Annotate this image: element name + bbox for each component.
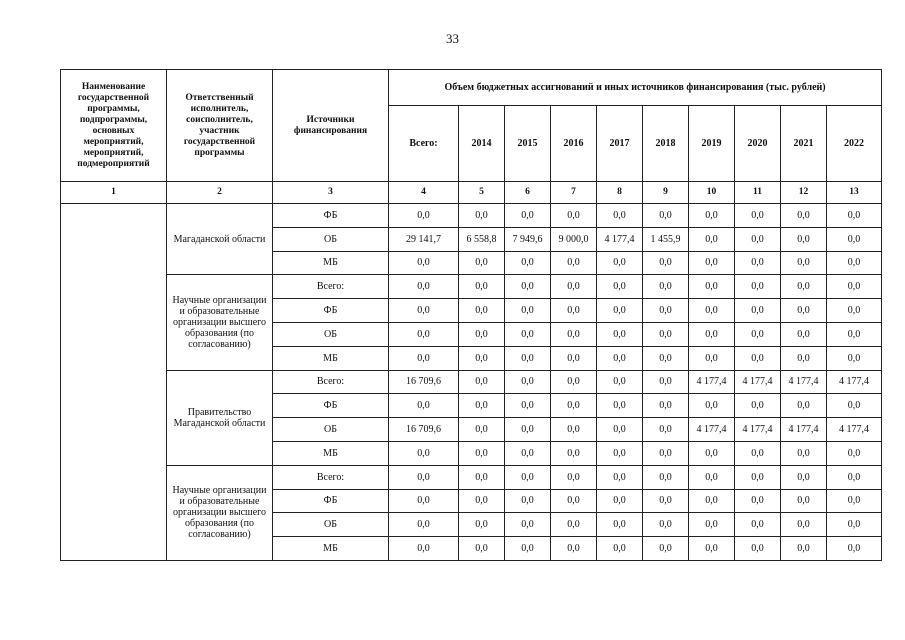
value-cell: 0,0	[827, 251, 882, 275]
value-cell: 1 455,9	[643, 227, 689, 251]
value-cell: 0,0	[597, 204, 643, 228]
value-cell: 0,0	[551, 465, 597, 489]
value-cell: 0,0	[551, 322, 597, 346]
value-cell: 0,0	[389, 465, 459, 489]
value-cell: 0,0	[597, 441, 643, 465]
table-row	[61, 465, 882, 489]
value-cell: 0,0	[597, 299, 643, 323]
value-cell: 4 177,4	[689, 418, 735, 442]
value-cell: 0,0	[827, 513, 882, 537]
value-cell: 0,0	[459, 537, 505, 561]
value-cell: 0,0	[689, 204, 735, 228]
value-cell: 4 177,4	[827, 418, 882, 442]
value-cell: 4 177,4	[735, 370, 781, 394]
column-number-6: 6	[505, 182, 551, 204]
value-cell: 0,0	[781, 441, 827, 465]
value-cell: 0,0	[389, 275, 459, 299]
value-cell: 0,0	[781, 394, 827, 418]
value-cell: 0,0	[551, 441, 597, 465]
value-cell: 0,0	[459, 204, 505, 228]
year-header-7: 2020	[735, 106, 781, 182]
value-cell: 0,0	[689, 489, 735, 513]
value-cell: 0,0	[643, 370, 689, 394]
value-cell: 0,0	[781, 204, 827, 228]
column-number-7: 7	[551, 182, 597, 204]
value-cell: 0,0	[827, 204, 882, 228]
value-cell: 0,0	[459, 418, 505, 442]
value-cell: 0,0	[689, 322, 735, 346]
value-cell: 0,0	[781, 465, 827, 489]
value-cell: 0,0	[827, 299, 882, 323]
value-cell: 0,0	[781, 513, 827, 537]
source-cell: ОБ	[273, 227, 389, 251]
value-cell: 0,0	[781, 489, 827, 513]
source-cell: МБ	[273, 346, 389, 370]
source-cell: ФБ	[273, 489, 389, 513]
year-header-9: 2022	[827, 106, 882, 182]
value-cell: 6 558,8	[459, 227, 505, 251]
value-cell: 4 177,4	[781, 370, 827, 394]
value-cell: 0,0	[505, 465, 551, 489]
value-cell: 0,0	[389, 394, 459, 418]
value-cell: 0,0	[389, 299, 459, 323]
volume-column-header: Объем бюджетных ассигнований и иных источников финансирования (тыс. рублей)	[389, 70, 882, 106]
value-cell: 0,0	[505, 204, 551, 228]
column-number-9: 9	[643, 182, 689, 204]
column-number-2: 2	[167, 182, 273, 204]
value-cell: 0,0	[597, 346, 643, 370]
value-cell: 0,0	[735, 227, 781, 251]
year-header-0: Всего:	[389, 106, 459, 182]
value-cell: 0,0	[505, 346, 551, 370]
value-cell: 0,0	[827, 441, 882, 465]
source-cell: МБ	[273, 251, 389, 275]
value-cell: 4 177,4	[827, 370, 882, 394]
value-cell: 0,0	[689, 537, 735, 561]
value-cell: 0,0	[689, 299, 735, 323]
value-cell: 0,0	[597, 513, 643, 537]
value-cell: 0,0	[389, 537, 459, 561]
value-cell: 0,0	[689, 227, 735, 251]
column-number-1: 1	[61, 182, 167, 204]
value-cell: 0,0	[781, 227, 827, 251]
value-cell: 0,0	[735, 394, 781, 418]
executor-cell: Научные организации и образовательные организации высшего образования (по согласованию)	[167, 465, 273, 560]
value-cell: 4 177,4	[781, 418, 827, 442]
value-cell: 0,0	[827, 227, 882, 251]
executor-cell: Научные организации и образовательные организации высшего образования (по согласованию)	[167, 275, 273, 370]
value-cell: 0,0	[389, 346, 459, 370]
value-cell: 0,0	[459, 370, 505, 394]
value-cell: 0,0	[551, 299, 597, 323]
value-cell: 0,0	[735, 465, 781, 489]
value-cell: 0,0	[597, 465, 643, 489]
value-cell: 0,0	[505, 275, 551, 299]
value-cell: 0,0	[551, 204, 597, 228]
value-cell: 0,0	[551, 418, 597, 442]
value-cell: 0,0	[735, 537, 781, 561]
value-cell: 0,0	[389, 204, 459, 228]
executor-cell: Магаданской области	[167, 204, 273, 275]
source-cell: ОБ	[273, 513, 389, 537]
value-cell: 0,0	[689, 441, 735, 465]
value-cell: 0,0	[551, 275, 597, 299]
source-cell: Всего:	[273, 370, 389, 394]
value-cell: 0,0	[459, 322, 505, 346]
year-header-1: 2014	[459, 106, 505, 182]
value-cell: 0,0	[505, 489, 551, 513]
table-body	[61, 204, 882, 561]
source-cell: ОБ	[273, 322, 389, 346]
value-cell: 0,0	[827, 537, 882, 561]
value-cell: 0,0	[505, 299, 551, 323]
value-cell: 0,0	[459, 299, 505, 323]
value-cell: 0,0	[735, 275, 781, 299]
value-cell: 0,0	[735, 204, 781, 228]
value-cell: 0,0	[735, 251, 781, 275]
value-cell: 0,0	[735, 489, 781, 513]
table-row	[61, 370, 882, 394]
year-header-2: 2015	[505, 106, 551, 182]
value-cell: 0,0	[781, 322, 827, 346]
value-cell: 7 949,6	[505, 227, 551, 251]
name-cell	[61, 204, 167, 561]
value-cell: 0,0	[459, 465, 505, 489]
value-cell: 0,0	[505, 370, 551, 394]
value-cell: 0,0	[689, 275, 735, 299]
executor-cell: Правительство Магаданской области	[167, 370, 273, 465]
value-cell: 0,0	[597, 251, 643, 275]
value-cell: 0,0	[735, 513, 781, 537]
value-cell: 0,0	[551, 346, 597, 370]
value-cell: 0,0	[643, 394, 689, 418]
value-cell: 4 177,4	[597, 227, 643, 251]
value-cell: 0,0	[643, 299, 689, 323]
value-cell: 0,0	[643, 489, 689, 513]
value-cell: 0,0	[505, 537, 551, 561]
value-cell: 0,0	[597, 537, 643, 561]
value-cell: 0,0	[597, 275, 643, 299]
value-cell: 0,0	[643, 204, 689, 228]
column-number-8: 8	[597, 182, 643, 204]
executor-column-header: Ответственный исполнитель, соисполнитель, участник государственной программы	[167, 70, 273, 182]
value-cell: 0,0	[735, 346, 781, 370]
column-number-10: 10	[689, 182, 735, 204]
column-number-4: 4	[389, 182, 459, 204]
value-cell: 0,0	[689, 513, 735, 537]
value-cell: 0,0	[689, 394, 735, 418]
year-header-4: 2017	[597, 106, 643, 182]
value-cell: 0,0	[781, 537, 827, 561]
source-cell: Всего:	[273, 275, 389, 299]
value-cell: 0,0	[781, 251, 827, 275]
value-cell: 0,0	[551, 370, 597, 394]
value-cell: 29 141,7	[389, 227, 459, 251]
column-number-3: 3	[273, 182, 389, 204]
value-cell: 4 177,4	[735, 418, 781, 442]
value-cell: 0,0	[827, 346, 882, 370]
source-cell: ОБ	[273, 418, 389, 442]
value-cell: 0,0	[827, 322, 882, 346]
value-cell: 16 709,6	[389, 418, 459, 442]
value-cell: 0,0	[643, 441, 689, 465]
value-cell: 0,0	[459, 441, 505, 465]
value-cell: 0,0	[459, 346, 505, 370]
value-cell: 9 000,0	[551, 227, 597, 251]
value-cell: 0,0	[505, 418, 551, 442]
source-cell: ФБ	[273, 394, 389, 418]
value-cell: 0,0	[643, 465, 689, 489]
value-cell: 0,0	[551, 513, 597, 537]
year-header-5: 2018	[643, 106, 689, 182]
value-cell: 0,0	[505, 513, 551, 537]
value-cell: 4 177,4	[689, 370, 735, 394]
value-cell: 0,0	[781, 299, 827, 323]
value-cell: 0,0	[551, 394, 597, 418]
value-cell: 0,0	[827, 465, 882, 489]
value-cell: 0,0	[459, 251, 505, 275]
value-cell: 0,0	[459, 513, 505, 537]
column-number-row	[61, 182, 882, 204]
year-header-8: 2021	[781, 106, 827, 182]
value-cell: 0,0	[735, 322, 781, 346]
table-header	[61, 70, 882, 204]
column-number-11: 11	[735, 182, 781, 204]
value-cell: 0,0	[643, 275, 689, 299]
source-cell: МБ	[273, 537, 389, 561]
value-cell: 0,0	[689, 251, 735, 275]
value-cell: 0,0	[643, 537, 689, 561]
value-cell: 0,0	[597, 322, 643, 346]
value-cell: 0,0	[459, 489, 505, 513]
value-cell: 0,0	[389, 251, 459, 275]
value-cell: 0,0	[551, 537, 597, 561]
value-cell: 0,0	[459, 394, 505, 418]
value-cell: 0,0	[389, 513, 459, 537]
value-cell: 0,0	[505, 394, 551, 418]
value-cell: 0,0	[551, 251, 597, 275]
value-cell: 0,0	[643, 251, 689, 275]
value-cell: 0,0	[643, 346, 689, 370]
value-cell: 0,0	[689, 465, 735, 489]
source-cell: Всего:	[273, 465, 389, 489]
table-row	[61, 204, 882, 228]
value-cell: 0,0	[505, 441, 551, 465]
year-header-6: 2019	[689, 106, 735, 182]
value-cell: 0,0	[643, 513, 689, 537]
table-row	[61, 275, 882, 299]
value-cell: 0,0	[827, 275, 882, 299]
value-cell: 0,0	[389, 489, 459, 513]
year-header-3: 2016	[551, 106, 597, 182]
source-cell: ФБ	[273, 299, 389, 323]
value-cell: 16 709,6	[389, 370, 459, 394]
value-cell: 0,0	[389, 322, 459, 346]
value-cell: 0,0	[505, 251, 551, 275]
value-cell: 0,0	[597, 370, 643, 394]
name-column-header: Наименование государственной программы, подпрограммы, основных мероприятий, мероприятий, подмероприятий	[61, 70, 167, 182]
value-cell: 0,0	[597, 394, 643, 418]
value-cell: 0,0	[735, 299, 781, 323]
value-cell: 0,0	[597, 418, 643, 442]
value-cell: 0,0	[505, 322, 551, 346]
source-column-header: Источники финансирования	[273, 70, 389, 182]
value-cell: 0,0	[689, 346, 735, 370]
budget-table	[60, 69, 882, 561]
column-number-12: 12	[781, 182, 827, 204]
value-cell: 0,0	[827, 394, 882, 418]
source-cell: ФБ	[273, 204, 389, 228]
column-number-5: 5	[459, 182, 505, 204]
page-number: 33	[446, 31, 459, 46]
value-cell: 0,0	[643, 418, 689, 442]
value-cell: 0,0	[389, 441, 459, 465]
value-cell: 0,0	[643, 322, 689, 346]
value-cell: 0,0	[459, 275, 505, 299]
value-cell: 0,0	[781, 275, 827, 299]
column-number-13: 13	[827, 182, 882, 204]
value-cell: 0,0	[827, 489, 882, 513]
value-cell: 0,0	[735, 441, 781, 465]
value-cell: 0,0	[781, 346, 827, 370]
source-cell: МБ	[273, 441, 389, 465]
value-cell: 0,0	[551, 489, 597, 513]
value-cell: 0,0	[597, 489, 643, 513]
